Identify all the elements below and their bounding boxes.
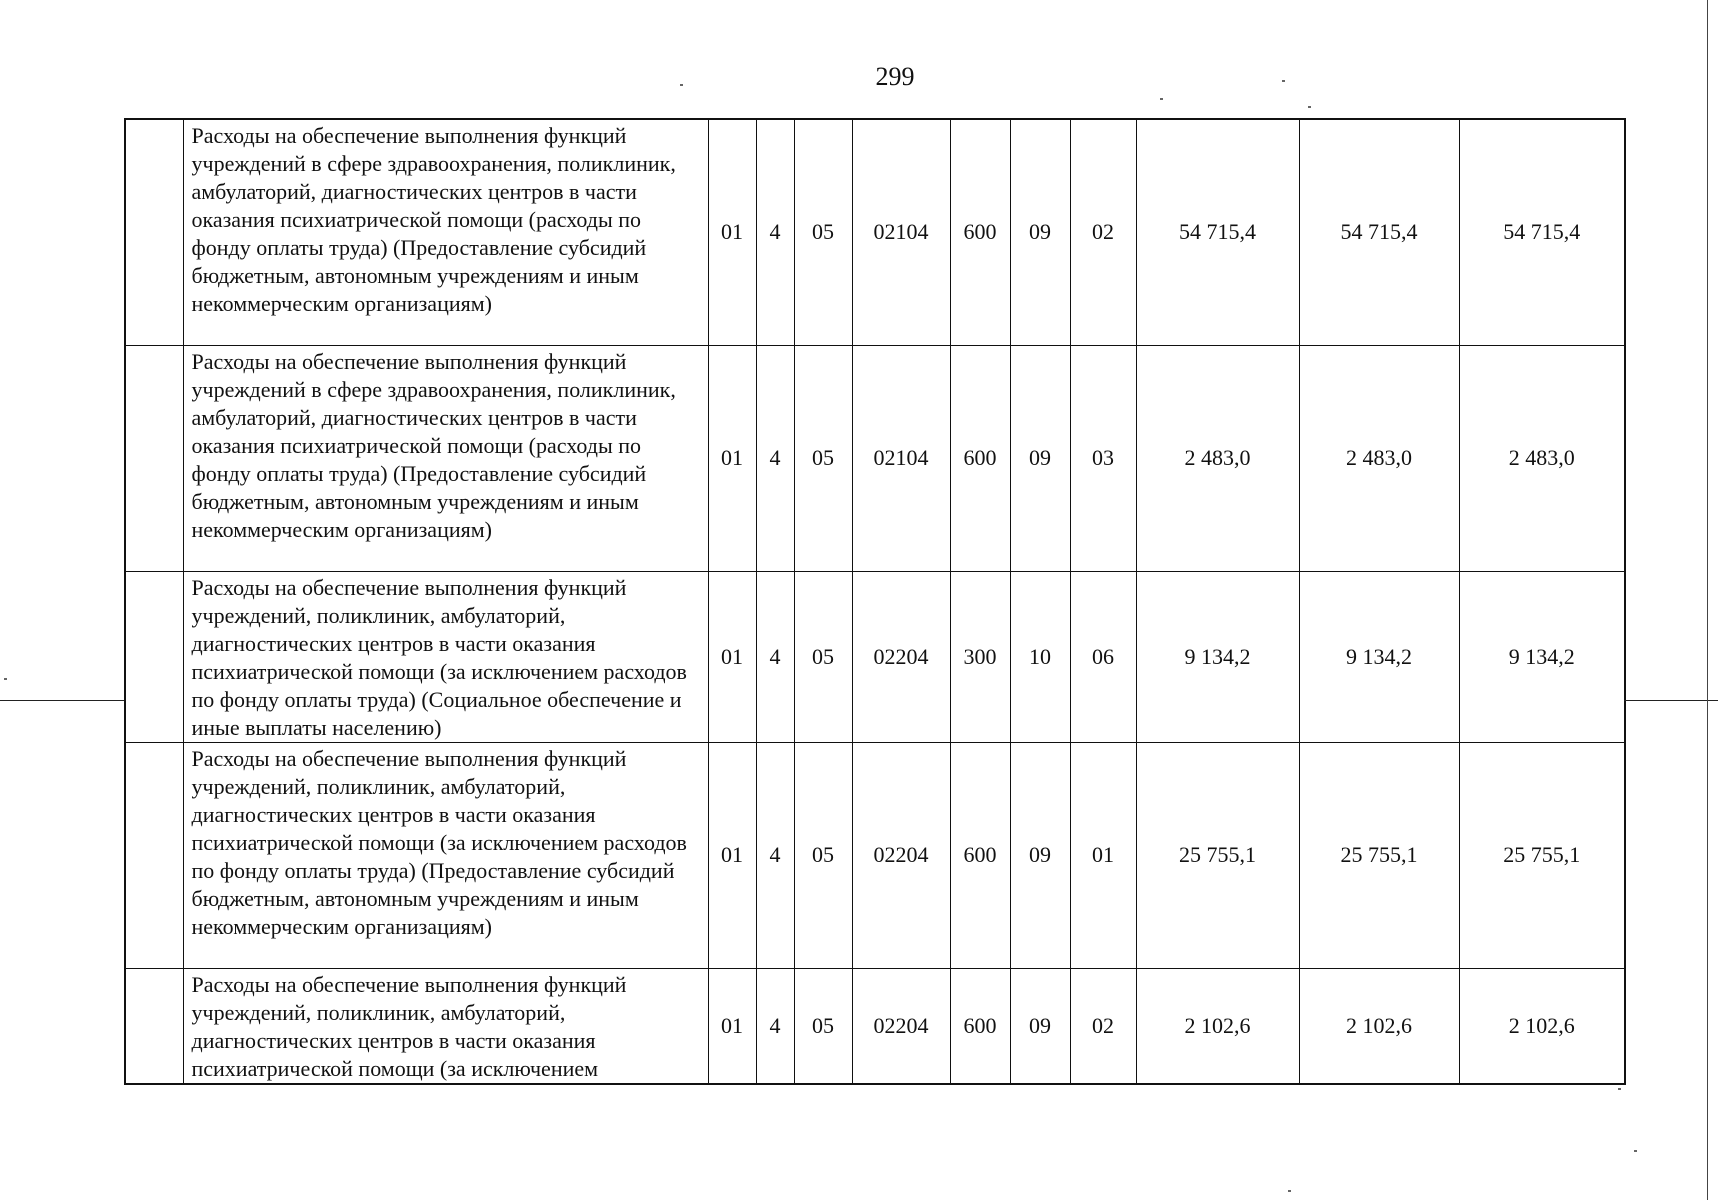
code-cell: 05 <box>794 968 852 1084</box>
amount-cell: 54 715,4 <box>1299 119 1459 345</box>
amount-cell: 25 755,1 <box>1459 742 1625 968</box>
code-cell: 09 <box>1010 742 1070 968</box>
scan-speck <box>1618 1088 1621 1090</box>
amount-cell: 54 715,4 <box>1459 119 1625 345</box>
row-description: Расходы на обеспечение выполнения функций учреждений в сфере здравоохранения, поликлиник, амбулаторий, диагностических центров в части оказания психиатрической помощи (расходы по фонду оплаты труда) (Предоставление субсидий бюджетным, автономным учреждениям и иным некоммерческим организациям) <box>183 345 708 571</box>
code-cell: 01 <box>708 119 756 345</box>
code-cell: 600 <box>950 345 1010 571</box>
scan-speck <box>1282 80 1285 82</box>
amount-cell: 2 483,0 <box>1459 345 1625 571</box>
blank-cell <box>125 119 183 345</box>
code-cell: 09 <box>1010 968 1070 1084</box>
amount-cell: 2 102,6 <box>1299 968 1459 1084</box>
code-cell: 600 <box>950 742 1010 968</box>
blank-cell <box>125 345 183 571</box>
scan-speck <box>1160 98 1163 100</box>
code-cell: 03 <box>1070 345 1136 571</box>
code-cell: 02204 <box>852 742 950 968</box>
amount-cell: 2 483,0 <box>1136 345 1299 571</box>
table-row <box>125 119 1625 345</box>
code-cell: 05 <box>794 119 852 345</box>
amount-cell: 2 102,6 <box>1136 968 1299 1084</box>
table-row <box>125 345 1625 571</box>
code-cell: 300 <box>950 571 1010 742</box>
code-cell: 02 <box>1070 968 1136 1084</box>
blank-cell <box>125 571 183 742</box>
scan-speck <box>1634 1150 1637 1152</box>
code-cell: 02204 <box>852 968 950 1084</box>
code-cell: 05 <box>794 742 852 968</box>
scan-speck <box>1308 106 1311 108</box>
scan-speck <box>680 84 683 86</box>
code-cell: 10 <box>1010 571 1070 742</box>
code-cell: 05 <box>794 345 852 571</box>
code-cell: 600 <box>950 119 1010 345</box>
amount-cell: 9 134,2 <box>1136 571 1299 742</box>
code-cell: 09 <box>1010 345 1070 571</box>
code-cell: 06 <box>1070 571 1136 742</box>
amount-cell: 54 715,4 <box>1136 119 1299 345</box>
code-cell: 4 <box>756 119 794 345</box>
row-description: Расходы на обеспечение выполнения функций учреждений, поликлиник, амбулаторий, диагностических центров в части оказания психиатрической помощи (за исключением расходов по фонду оплаты труда) (Социальное обеспечение и иные выплаты населению) <box>183 571 708 742</box>
blank-cell <box>125 968 183 1084</box>
amount-cell: 9 134,2 <box>1299 571 1459 742</box>
code-cell: 4 <box>756 968 794 1084</box>
amount-cell: 25 755,1 <box>1299 742 1459 968</box>
code-cell: 01 <box>708 742 756 968</box>
budget-table <box>124 118 1626 1085</box>
amount-cell: 2 483,0 <box>1299 345 1459 571</box>
code-cell: 09 <box>1010 119 1070 345</box>
table-row <box>125 742 1625 968</box>
row-description: Расходы на обеспечение выполнения функций учреждений, поликлиник, амбулаторий, диагностических центров в части оказания психиатрической помощи (за исключением <box>183 968 708 1084</box>
code-cell: 02204 <box>852 571 950 742</box>
scan-fold-line-left <box>0 700 124 701</box>
code-cell: 01 <box>708 571 756 742</box>
code-cell: 02104 <box>852 345 950 571</box>
code-cell: 02 <box>1070 119 1136 345</box>
code-cell: 600 <box>950 968 1010 1084</box>
code-cell: 4 <box>756 345 794 571</box>
page-number: 299 <box>875 62 915 91</box>
code-cell: 4 <box>756 571 794 742</box>
code-cell: 4 <box>756 742 794 968</box>
scan-speck <box>1288 1190 1291 1192</box>
table-row <box>125 968 1625 1084</box>
code-cell: 01 <box>708 968 756 1084</box>
code-cell: 01 <box>1070 742 1136 968</box>
scan-fold-line-right <box>1624 700 1718 701</box>
code-cell: 02104 <box>852 119 950 345</box>
amount-cell: 25 755,1 <box>1136 742 1299 968</box>
scan-page-edge <box>1707 0 1708 1200</box>
row-description: Расходы на обеспечение выполнения функций учреждений, поликлиник, амбулаторий, диагностических центров в части оказания психиатрической помощи (за исключением расходов по фонду оплаты труда) (Предоставление субсидий бюджетным, автономным учреждениям и иным некоммерческим организациям) <box>183 742 708 968</box>
scan-speck <box>4 678 7 680</box>
code-cell: 05 <box>794 571 852 742</box>
amount-cell: 2 102,6 <box>1459 968 1625 1084</box>
code-cell: 01 <box>708 345 756 571</box>
table-row <box>125 571 1625 742</box>
blank-cell <box>125 742 183 968</box>
row-description: Расходы на обеспечение выполнения функций учреждений в сфере здравоохранения, поликлиник, амбулаторий, диагностических центров в части оказания психиатрической помощи (расходы по фонду оплаты труда) (Предоставление субсидий бюджетным, автономным учреждениям и иным некоммерческим организациям) <box>183 119 708 345</box>
amount-cell: 9 134,2 <box>1459 571 1625 742</box>
